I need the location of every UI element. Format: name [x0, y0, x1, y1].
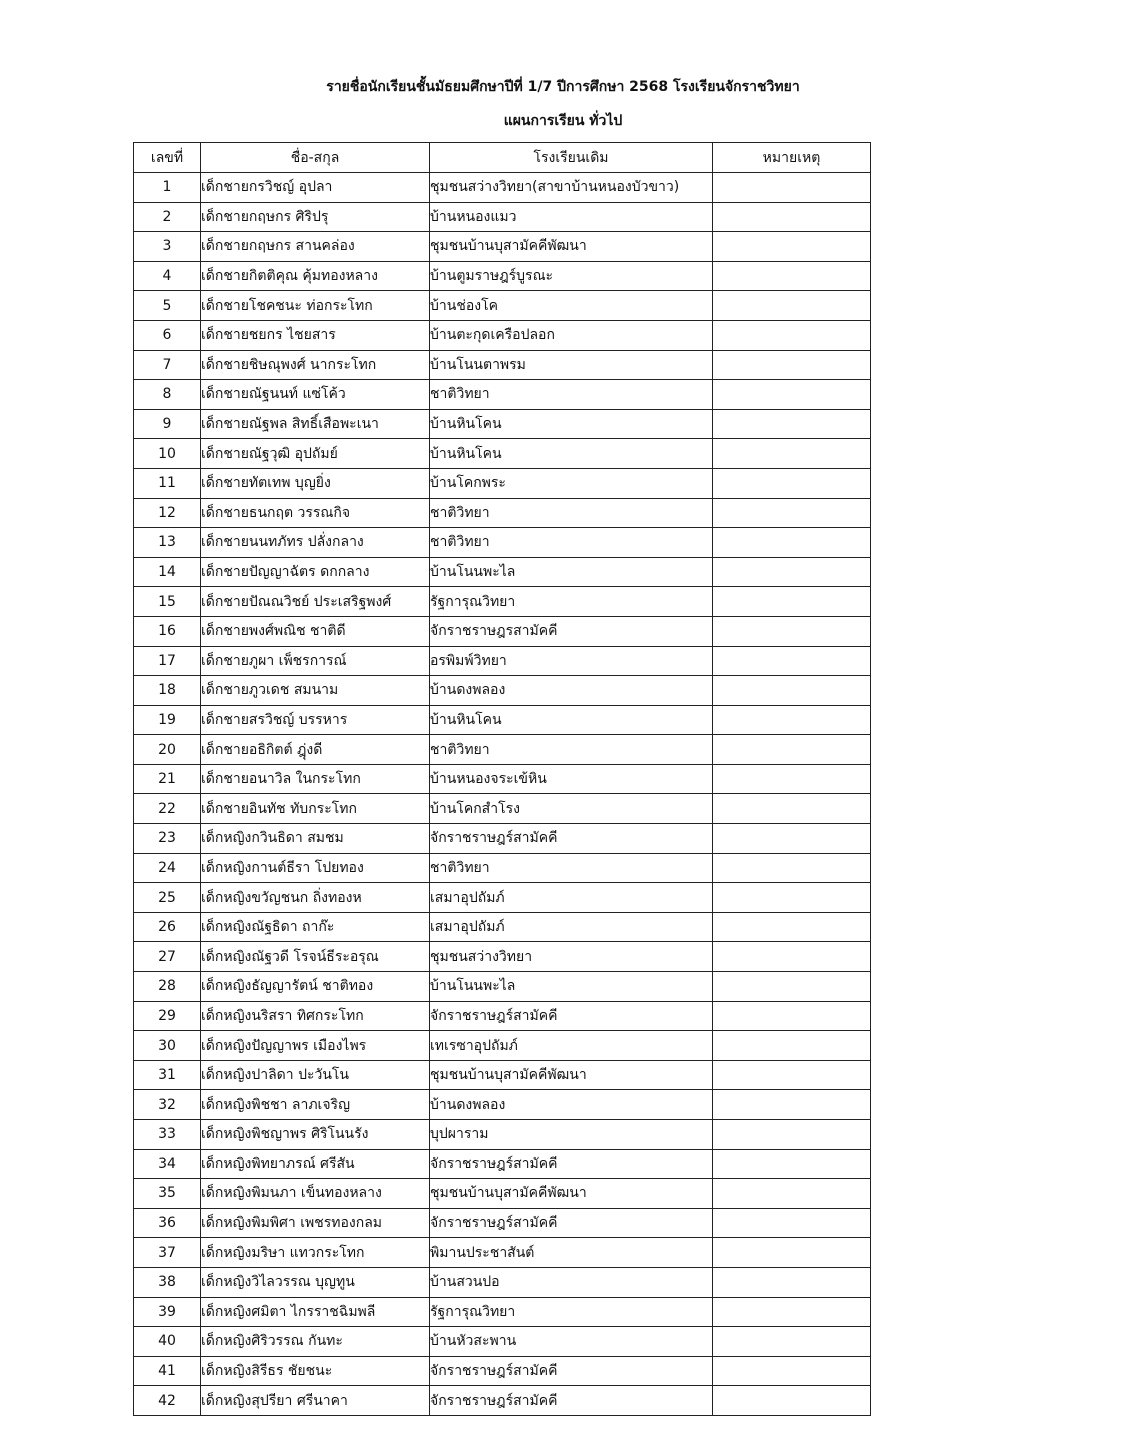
table-row — [134, 261, 871, 291]
cell-student-name: เด็กหญิงขวัญชนก ถิ่งทองห — [201, 883, 430, 913]
cell-student-name: เด็กหญิงศิริวรรณ กันทะ — [201, 1327, 430, 1357]
cell-number: 35 — [134, 1179, 201, 1209]
cell-previous-school: บ้านโนนพะไล — [430, 972, 713, 1002]
cell-student-name: เด็กชายนนทภัทร ปลั่งกลาง — [201, 528, 430, 558]
cell-student-name: เด็กหญิงศมิตา ไกรราชฉิมพลี — [201, 1297, 430, 1327]
cell-number: 29 — [134, 1001, 201, 1031]
cell-number: 37 — [134, 1238, 201, 1268]
table-row — [134, 528, 871, 558]
table-row — [134, 380, 871, 410]
cell-student-name: เด็กชายปัณณวิชย์ ประเสริฐพงศ์ — [201, 587, 430, 617]
cell-previous-school: จักราชราษฎร์สามัคคี — [430, 1208, 713, 1238]
cell-remark — [713, 291, 871, 321]
cell-previous-school: บุปผาราม — [430, 1120, 713, 1150]
table-body — [134, 173, 871, 1416]
cell-remark — [713, 1327, 871, 1357]
table-row — [134, 764, 871, 794]
cell-number: 1 — [134, 173, 201, 203]
cell-student-name: เด็กชายพงศ์พณิช ชาติดี — [201, 616, 430, 646]
cell-previous-school: บ้านโคกสำโรง — [430, 794, 713, 824]
table-row — [134, 232, 871, 262]
cell-remark — [713, 942, 871, 972]
cell-previous-school: ชาติวิทยา — [430, 380, 713, 410]
table-row — [134, 1386, 871, 1416]
cell-number: 25 — [134, 883, 201, 913]
cell-remark — [713, 1090, 871, 1120]
cell-previous-school: บ้านดงพลอง — [430, 1090, 713, 1120]
cell-previous-school: ชาติวิทยา — [430, 853, 713, 883]
cell-remark — [713, 972, 871, 1002]
cell-student-name: เด็กหญิงมริษา แทวกระโทก — [201, 1238, 430, 1268]
table-row — [134, 1120, 871, 1150]
cell-student-name: เด็กชายกฤษกร สานคล่อง — [201, 232, 430, 262]
cell-student-name: เด็กหญิงธัญญารัตน์ ชาติทอง — [201, 972, 430, 1002]
cell-previous-school: จักราชราษฎร์สามัคคี — [430, 1149, 713, 1179]
cell-number: 33 — [134, 1120, 201, 1150]
cell-number: 28 — [134, 972, 201, 1002]
cell-previous-school: จักราชราษฎร์สามัคคี — [430, 824, 713, 854]
table-row — [134, 1356, 871, 1386]
cell-student-name: เด็กชายสรวิชญ์ บรรหาร — [201, 705, 430, 735]
cell-remark — [713, 824, 871, 854]
table-header-row — [134, 143, 871, 173]
cell-remark — [713, 616, 871, 646]
column-header-name: ชื่อ-สกุล — [201, 143, 430, 173]
cell-number: 16 — [134, 616, 201, 646]
cell-number: 41 — [134, 1356, 201, 1386]
cell-remark — [713, 1386, 871, 1416]
cell-number: 9 — [134, 409, 201, 439]
table-row — [134, 350, 871, 380]
cell-remark — [713, 350, 871, 380]
cell-previous-school: บ้านหนองแมว — [430, 202, 713, 232]
cell-number: 3 — [134, 232, 201, 262]
cell-remark — [713, 853, 871, 883]
table-row — [134, 409, 871, 439]
cell-remark — [713, 439, 871, 469]
table-row — [134, 616, 871, 646]
cell-previous-school: บ้านตูมราษฎร์บูรณะ — [430, 261, 713, 291]
table-row — [134, 587, 871, 617]
cell-student-name: เด็กหญิงพิมพิศา เพชรทองกลม — [201, 1208, 430, 1238]
cell-remark — [713, 528, 871, 558]
cell-student-name: เด็กชายชยกร ไชยสาร — [201, 320, 430, 350]
cell-number: 19 — [134, 705, 201, 735]
table-row — [134, 1297, 871, 1327]
table-row — [134, 1031, 871, 1061]
table-row — [134, 646, 871, 676]
cell-student-name: เด็กชายทัตเทพ บุญยิ่ง — [201, 468, 430, 498]
cell-previous-school: รัฐการุณวิทยา — [430, 1297, 713, 1327]
cell-remark — [713, 1238, 871, 1268]
cell-number: 7 — [134, 350, 201, 380]
cell-number: 26 — [134, 912, 201, 942]
cell-previous-school: บ้านช่องโค — [430, 291, 713, 321]
cell-student-name: เด็กหญิงปาลิดา ปะวันโน — [201, 1060, 430, 1090]
table-row — [134, 498, 871, 528]
cell-student-name: เด็กชายอนาวิล ในกระโทก — [201, 764, 430, 794]
table-row — [134, 1149, 871, 1179]
cell-number: 36 — [134, 1208, 201, 1238]
cell-previous-school: ชุมชนสว่างวิทยา(สาขาบ้านหนองบัวขาว) — [430, 173, 713, 203]
cell-number: 10 — [134, 439, 201, 469]
cell-previous-school: บ้านหินโคน — [430, 409, 713, 439]
table-row — [134, 291, 871, 321]
cell-student-name: เด็กชายณัฐนนท์ แซ่โค้ว — [201, 380, 430, 410]
cell-student-name: เด็กหญิงพิชญาพร ศิริโนนรัง — [201, 1120, 430, 1150]
cell-previous-school: บ้านหนองจระเข้หิน — [430, 764, 713, 794]
table-row — [134, 1327, 871, 1357]
cell-remark — [713, 173, 871, 203]
cell-student-name: เด็กหญิงสุปรียา ศรีนาคา — [201, 1386, 430, 1416]
cell-remark — [713, 735, 871, 765]
cell-remark — [713, 883, 871, 913]
cell-student-name: เด็กชายปัญญาฉัตร ดกกลาง — [201, 557, 430, 587]
cell-number: 18 — [134, 676, 201, 706]
cell-previous-school: ชาติวิทยา — [430, 528, 713, 558]
cell-previous-school: บ้านหินโคน — [430, 705, 713, 735]
cell-previous-school: จักราชราษฎร์สามัคคี — [430, 1386, 713, 1416]
table-row — [134, 912, 871, 942]
cell-student-name: เด็กหญิงพิชชา ลาภเจริญ — [201, 1090, 430, 1120]
cell-number: 32 — [134, 1090, 201, 1120]
cell-student-name: เด็กชายณัฐพล สิทธิ์เสือพะเนา — [201, 409, 430, 439]
cell-student-name: เด็กชายกรวิชญ์ อุปลา — [201, 173, 430, 203]
table-row — [134, 705, 871, 735]
table-row — [134, 202, 871, 232]
cell-remark — [713, 1179, 871, 1209]
cell-previous-school: บ้านหัวสะพาน — [430, 1327, 713, 1357]
cell-remark — [713, 587, 871, 617]
cell-student-name: เด็กหญิงวิไลวรรณ บุญทูน — [201, 1267, 430, 1297]
cell-number: 20 — [134, 735, 201, 765]
cell-remark — [713, 646, 871, 676]
cell-remark — [713, 1356, 871, 1386]
cell-remark — [713, 261, 871, 291]
cell-number: 27 — [134, 942, 201, 972]
cell-remark — [713, 676, 871, 706]
cell-remark — [713, 1149, 871, 1179]
cell-previous-school: บ้านดงพลอง — [430, 676, 713, 706]
cell-number: 42 — [134, 1386, 201, 1416]
table-row — [134, 824, 871, 854]
cell-number: 15 — [134, 587, 201, 617]
cell-number: 17 — [134, 646, 201, 676]
cell-student-name: เด็กชายกิตติคุณ คุ้มทองหลาง — [201, 261, 430, 291]
cell-remark — [713, 380, 871, 410]
cell-student-name: เด็กชายภูผา เพ็ชรการณ์ — [201, 646, 430, 676]
table-row — [134, 557, 871, 587]
cell-student-name: เด็กชายโชคชนะ ท่อกระโทก — [201, 291, 430, 321]
cell-previous-school: บ้านสวนปอ — [430, 1267, 713, 1297]
table-row — [134, 794, 871, 824]
table-row — [134, 1238, 871, 1268]
table-row — [134, 1001, 871, 1031]
table-row — [134, 1090, 871, 1120]
table-row — [134, 853, 871, 883]
cell-student-name: เด็กชายอินทัช ทับกระโทก — [201, 794, 430, 824]
cell-previous-school: บ้านโนนพะไล — [430, 557, 713, 587]
cell-number: 2 — [134, 202, 201, 232]
cell-number: 5 — [134, 291, 201, 321]
cell-remark — [713, 498, 871, 528]
cell-previous-school: ชุมชนบ้านบุสามัคคีพัฒนา — [430, 1060, 713, 1090]
table-row — [134, 942, 871, 972]
cell-previous-school: ชุมชนบ้านบุสามัคคีพัฒนา — [430, 232, 713, 262]
cell-previous-school: จักราชราษฎรสามัคคี — [430, 616, 713, 646]
cell-number: 23 — [134, 824, 201, 854]
cell-remark — [713, 202, 871, 232]
cell-number: 40 — [134, 1327, 201, 1357]
table-row — [134, 1267, 871, 1297]
table-row — [134, 735, 871, 765]
cell-remark — [713, 1120, 871, 1150]
cell-student-name: เด็กชายกฤษกร ศิริปรุ — [201, 202, 430, 232]
cell-number: 21 — [134, 764, 201, 794]
cell-previous-school: ชุมชนสว่างวิทยา — [430, 942, 713, 972]
cell-number: 12 — [134, 498, 201, 528]
cell-previous-school: บ้านหินโคน — [430, 439, 713, 469]
cell-remark — [713, 468, 871, 498]
cell-student-name: เด็กหญิงกวินธิดา สมชม — [201, 824, 430, 854]
column-header-number: เลขที่ — [134, 143, 201, 173]
cell-previous-school: บ้านโคกพระ — [430, 468, 713, 498]
cell-previous-school: อรพิมพ์วิทยา — [430, 646, 713, 676]
cell-number: 39 — [134, 1297, 201, 1327]
cell-previous-school: เทเรซาอุปถัมภ์ — [430, 1031, 713, 1061]
cell-remark — [713, 232, 871, 262]
cell-number: 11 — [134, 468, 201, 498]
cell-number: 6 — [134, 320, 201, 350]
cell-remark — [713, 557, 871, 587]
cell-number: 4 — [134, 261, 201, 291]
cell-remark — [713, 912, 871, 942]
cell-student-name: เด็กหญิงพิทยาภรณ์ ศรีสัน — [201, 1149, 430, 1179]
cell-number: 22 — [134, 794, 201, 824]
cell-student-name: เด็กชายภูวเดช สมนาม — [201, 676, 430, 706]
cell-remark — [713, 1060, 871, 1090]
cell-student-name: เด็กชายอธิกิตต์ ฎุ่งดี — [201, 735, 430, 765]
cell-previous-school: ชุมชนบ้านบุสามัคคีพัฒนา — [430, 1179, 713, 1209]
cell-remark — [713, 794, 871, 824]
cell-previous-school: เสมาอุปถัมภ์ — [430, 912, 713, 942]
cell-previous-school: พิมานประชาสันต์ — [430, 1238, 713, 1268]
cell-remark — [713, 1208, 871, 1238]
cell-remark — [713, 705, 871, 735]
document-title: รายชื่อนักเรียนชั้นมัธยมศึกษาปีที่ 1/7 ปีการศึกษา 2568 โรงเรียนจักราชวิทยา — [326, 79, 800, 95]
cell-number: 34 — [134, 1149, 201, 1179]
cell-previous-school: จักราชราษฎร์สามัคคี — [430, 1356, 713, 1386]
cell-remark — [713, 1297, 871, 1327]
table-row — [134, 1208, 871, 1238]
cell-previous-school: บ้านตะกุดเครือปลอก — [430, 320, 713, 350]
document-subtitle: แผนการเรียน ทั่วไป — [503, 113, 623, 129]
cell-previous-school: รัฐการุณวิทยา — [430, 587, 713, 617]
cell-remark — [713, 320, 871, 350]
cell-student-name: เด็กหญิงนริสรา ทิศกระโทก — [201, 1001, 430, 1031]
student-roster-table — [133, 142, 871, 1416]
table-row — [134, 1179, 871, 1209]
cell-student-name: เด็กชายชิษณุพงศ์ นากระโทก — [201, 350, 430, 380]
table-row — [134, 439, 871, 469]
cell-previous-school: ชาติวิทยา — [430, 735, 713, 765]
cell-remark — [713, 1001, 871, 1031]
table-row — [134, 883, 871, 913]
cell-student-name: เด็กหญิงณัฐธิดา ถาก๊ะ — [201, 912, 430, 942]
cell-previous-school: ชาติวิทยา — [430, 498, 713, 528]
cell-student-name: เด็กชายณัฐวุฒิ อุปถัมย์ — [201, 439, 430, 469]
cell-number: 30 — [134, 1031, 201, 1061]
cell-student-name: เด็กหญิงกานต์ธีรา โปยทอง — [201, 853, 430, 883]
cell-previous-school: จักราชราษฎร์สามัคคี — [430, 1001, 713, 1031]
cell-remark — [713, 1267, 871, 1297]
table-row — [134, 676, 871, 706]
cell-number: 13 — [134, 528, 201, 558]
cell-student-name: เด็กหญิงสิรีธร ชัยชนะ — [201, 1356, 430, 1386]
cell-remark — [713, 409, 871, 439]
column-header-previous-school: โรงเรียนเดิม — [430, 143, 713, 173]
table-row — [134, 1060, 871, 1090]
table-row — [134, 173, 871, 203]
table-row — [134, 320, 871, 350]
cell-number: 24 — [134, 853, 201, 883]
cell-student-name: เด็กหญิงณัฐวดี โรจน์ธีระอรุณ — [201, 942, 430, 972]
cell-number: 14 — [134, 557, 201, 587]
cell-student-name: เด็กชายธนกฤต วรรณกิจ — [201, 498, 430, 528]
cell-remark — [713, 764, 871, 794]
cell-student-name: เด็กหญิงปัญญาพร เมืองไพร — [201, 1031, 430, 1061]
cell-remark — [713, 1031, 871, 1061]
cell-previous-school: บ้านโนนตาพรม — [430, 350, 713, 380]
cell-number: 38 — [134, 1267, 201, 1297]
cell-previous-school: เสมาอุปถัมภ์ — [430, 883, 713, 913]
column-header-remark: หมายเหตุ — [713, 143, 871, 173]
cell-student-name: เด็กหญิงพิมนภา เข็นทองหลาง — [201, 1179, 430, 1209]
cell-number: 8 — [134, 380, 201, 410]
cell-number: 31 — [134, 1060, 201, 1090]
table-row — [134, 468, 871, 498]
table-row — [134, 972, 871, 1002]
